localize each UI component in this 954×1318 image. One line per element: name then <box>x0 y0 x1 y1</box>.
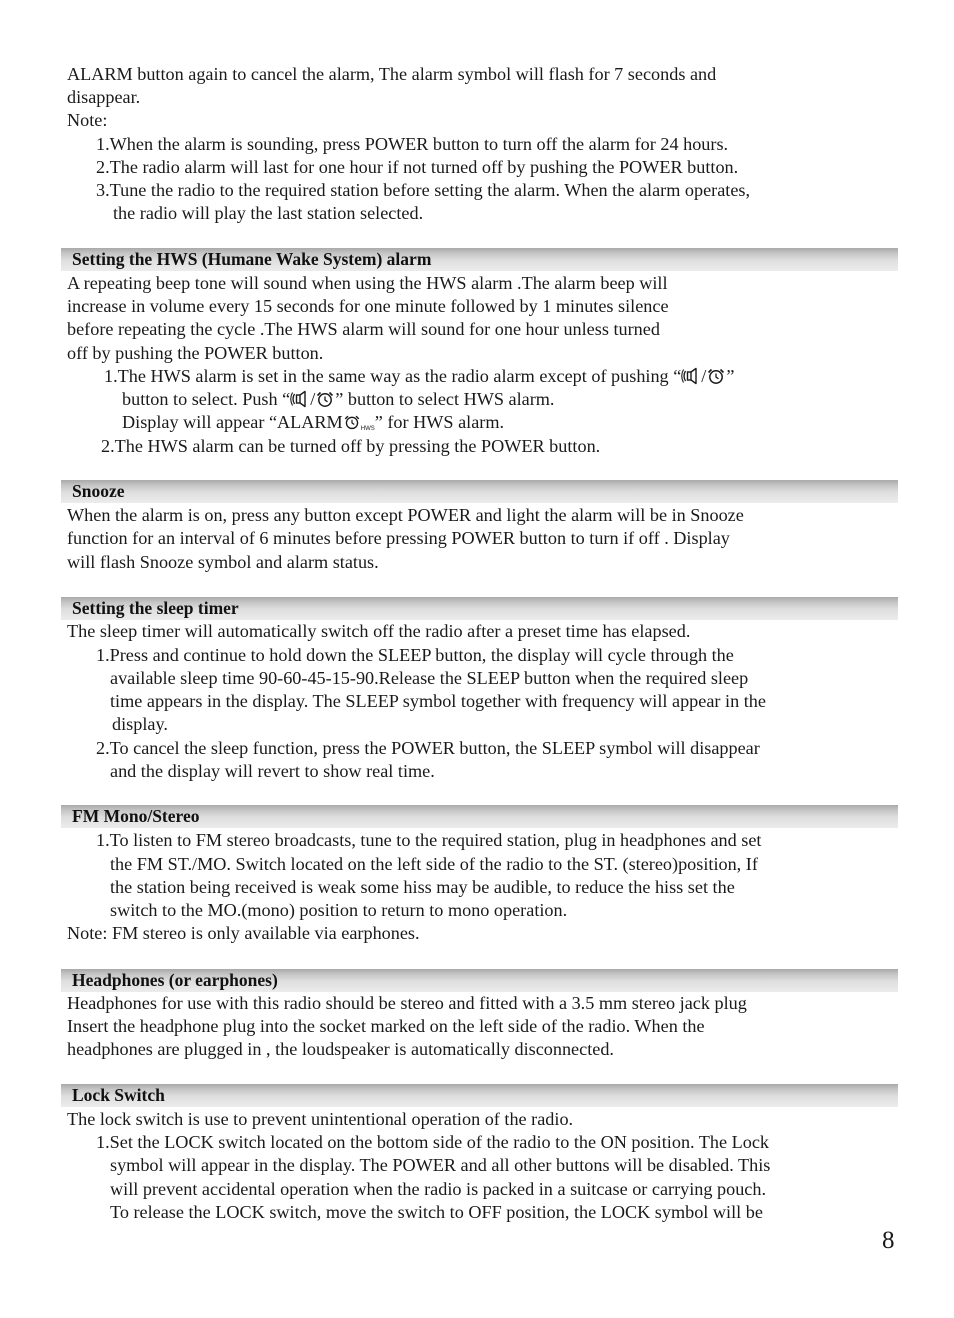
body-line: The lock switch is use to prevent unintentional operation of the radio. <box>67 1109 574 1129</box>
body-line: function for an interval of 6 minutes before pressing POWER button to turn if off . Display <box>67 528 730 548</box>
step-text: Display will appear “ALARM <box>122 412 343 432</box>
body-line: When the alarm is on, press any button except POWER and light the alarm will be in Snooze <box>67 505 744 525</box>
note-item: 1.When the alarm is sounding, press POWER button to turn off the alarm for 24 hours. <box>96 134 729 154</box>
body-line: disappear. <box>67 87 141 107</box>
section-title: Setting the HWS (Humane Wake System) alarm <box>72 249 432 269</box>
body-line: A repeating beep tone will sound when using the HWS alarm .The alarm beep will <box>67 273 668 293</box>
section-title: Setting the sleep timer <box>72 598 239 618</box>
list-item-continued: will prevent accidental operation when the radio is packed in a suitcase or carrying pouch. <box>110 1179 767 1199</box>
icon-separator: / <box>310 389 316 409</box>
list-item-continued: display. <box>112 714 168 734</box>
note-line: Note: FM stereo is only available via earphones. <box>67 923 420 943</box>
list-item: 1.Press and continue to hold down the SLEEP button, the display will cycle through the <box>96 645 734 665</box>
step-text: button to select. Push “ <box>122 389 291 409</box>
list-item: 2.To cancel the sleep function, press the POWER button, the SLEEP symbol will disappear <box>96 738 760 758</box>
section-header-sleep <box>61 597 898 620</box>
body-line: will flash Snooze symbol and alarm status. <box>67 552 379 572</box>
note-label: Note: <box>67 110 108 130</box>
body-line: Insert the headphone plug into the socket marked on the left side of the radio. When the <box>67 1016 705 1036</box>
list-item: 1.Set the LOCK switch located on the bottom side of the radio to the ON position. The Lock <box>96 1132 769 1152</box>
list-item-continued: symbol will appear in the display. The POWER and all other buttons will be disabled. This <box>110 1155 771 1175</box>
step-text: ” <box>726 366 735 386</box>
alarm-clock-icon <box>706 367 726 391</box>
note-item: 2.The radio alarm will last for one hour if not turned off by pushing the POWER button. <box>96 157 739 177</box>
section-header-hws <box>61 248 898 271</box>
body-line: ALARM button again to cancel the alarm, The alarm symbol will flash for 7 seconds and <box>67 64 717 84</box>
hws-step-2: 2.The HWS alarm can be turned off by pressing the POWER button. <box>101 436 601 456</box>
body-line: before repeating the cycle .The HWS alarm will sound for one hour unless turned <box>67 319 660 339</box>
section-header-lock <box>61 1084 898 1107</box>
section-title: Snooze <box>72 481 125 501</box>
list-item: 1.To listen to FM stereo broadcasts, tune to the required station, plug in headphones and set <box>96 830 762 850</box>
section-header-fm <box>61 805 898 828</box>
list-item-continued: the FM ST./MO. Switch located on the left side of the radio to the ST. (stereo)position, If <box>110 854 758 874</box>
note-item: 3.Tune the radio to the required station before setting the alarm. When the alarm operates, <box>96 180 751 200</box>
body-line: The sleep timer will automatically switch off the radio after a preset time has elapsed. <box>67 621 691 641</box>
section-title: FM Mono/Stereo <box>72 806 200 826</box>
list-item-continued: To release the LOCK switch, move the switch to OFF position, the LOCK symbol will be <box>110 1202 763 1222</box>
step-text: ” for HWS alarm. <box>374 412 505 432</box>
note-item-continued: the radio will play the last station selected. <box>113 203 424 223</box>
list-item-continued: available sleep time 90-60-45-15-90.Release the SLEEP button when the required sleep <box>110 668 749 688</box>
body-line: Headphones for use with this radio should be stereo and fitted with a 3.5 mm stereo jack plug <box>67 993 747 1013</box>
section-title: Lock Switch <box>72 1085 165 1105</box>
body-line: off by pushing the POWER button. <box>67 343 324 363</box>
list-item-continued: switch to the MO.(mono) position to return to mono operation. <box>110 900 568 920</box>
section-header-headphones <box>61 969 898 992</box>
body-line: increase in volume every 15 seconds for one minute followed by 1 minutes silence <box>67 296 669 316</box>
list-item-continued: and the display will revert to show real time. <box>110 761 435 781</box>
step-text: 1.The HWS alarm is set in the same way as the radio alarm except of pushing “ <box>104 366 682 386</box>
list-item-continued: the station being received is weak some hiss may be audible, to reduce the hiss set the <box>110 877 735 897</box>
speaker-alarm-icon <box>681 367 701 391</box>
alarm-clock-icon <box>343 413 361 437</box>
section-header-snooze <box>61 480 898 503</box>
page-number: 8 <box>882 1227 895 1254</box>
section-title: Headphones (or earphones) <box>72 970 278 990</box>
body-line: headphones are plugged in , the loudspeaker is automatically disconnected. <box>67 1039 614 1059</box>
list-item-continued: time appears in the display. The SLEEP symbol together with frequency will appear in the <box>110 691 766 711</box>
step-text: ” button to select HWS alarm. <box>335 389 555 409</box>
icon-separator: / <box>701 366 707 386</box>
hws-subscript: HWS <box>360 426 375 432</box>
